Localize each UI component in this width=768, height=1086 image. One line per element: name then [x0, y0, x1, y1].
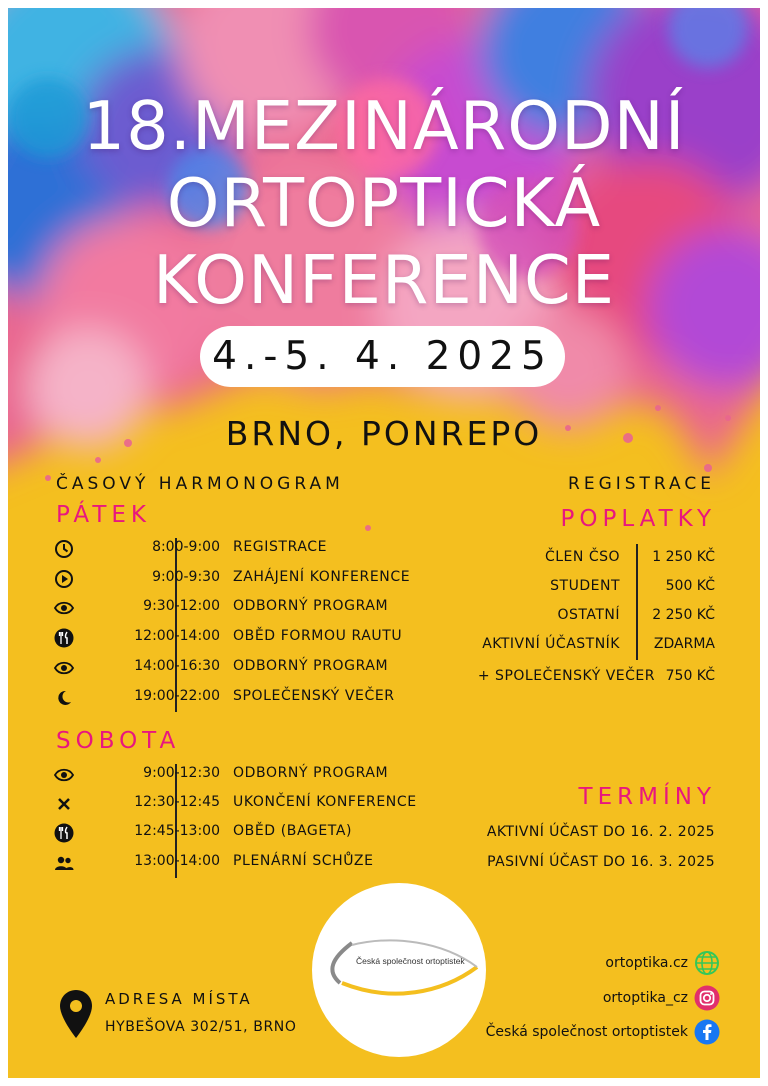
- schedule-time: 12:00-14:00: [134, 628, 220, 644]
- friday-label: PÁTEK: [56, 502, 152, 528]
- cutlery-icon: [54, 823, 74, 843]
- schedule-event: UKONČENÍ KONFERENCE: [233, 794, 417, 810]
- fee-row: [420, 607, 620, 633]
- logo-text: Česká společnost ortoptistek: [356, 956, 465, 966]
- title-line-1: 18.MEZINÁRODNÍ: [82, 87, 686, 165]
- map-pin-icon: [60, 990, 92, 1038]
- schedule-time: 12:45-13:00: [134, 823, 220, 839]
- schedule-time: 12:30-12:45: [134, 794, 220, 810]
- facebook-icon[interactable]: [694, 1019, 720, 1045]
- fee-label: STUDENT: [550, 578, 620, 594]
- play-icon: [54, 569, 74, 589]
- schedule-time: 8:00-9:00: [152, 539, 220, 555]
- schedule-row: [54, 818, 394, 848]
- eye-icon: [54, 598, 74, 618]
- schedule-row: [54, 760, 394, 790]
- title-line-3: KONFERENCE: [152, 241, 616, 319]
- fee-label: AKTIVNÍ ÚČASTNÍK: [482, 636, 620, 652]
- deadlines-heading: TERMÍNY: [578, 784, 716, 810]
- fee-extra-row: [395, 668, 655, 694]
- fee-label: OSTATNÍ: [557, 607, 620, 623]
- schedule-row: [54, 623, 403, 653]
- schedule-row: [54, 534, 394, 564]
- schedule-event: ODBORNÝ PROGRAM: [233, 598, 389, 614]
- schedule-row: [54, 848, 394, 878]
- schedule-event: REGISTRACE: [233, 539, 328, 555]
- fee-price: 500 KČ: [665, 578, 715, 594]
- cutlery-icon: [54, 628, 74, 648]
- eye-icon: [54, 658, 74, 678]
- schedule-event: ODBORNÝ PROGRAM: [233, 765, 389, 781]
- schedule-event: OBĚD (BAGETA): [233, 823, 353, 839]
- schedule-row: [54, 593, 394, 623]
- schedule-event: PLENÁRNÍ SCHŮZE: [233, 853, 374, 869]
- schedule-time: 13:00-14:00: [134, 853, 220, 869]
- fee-extra-label: + SPOLEČENSKÝ VEČER: [477, 668, 655, 684]
- deadline-item: PASIVNÍ ÚČAST DO 16. 3. 2025: [487, 854, 715, 870]
- schedule-time: 14:00-16:30: [134, 658, 220, 674]
- fees-label: POPLATKY: [560, 506, 716, 532]
- schedule-event: ZAHÁJENÍ KONFERENCE: [233, 569, 411, 585]
- schedule-time: 19:00-22:00: [134, 688, 220, 704]
- eye-icon: [54, 765, 74, 785]
- instagram-link[interactable]: ortoptika_cz: [602, 990, 688, 1006]
- schedule-event: SPOLEČENSKÝ VEČER: [233, 688, 395, 704]
- schedule-row: [54, 653, 394, 683]
- moon-icon: [54, 688, 74, 708]
- close-icon: [54, 794, 74, 814]
- clock-icon: [54, 539, 74, 559]
- date-pill: 4.-5. 4. 2025: [200, 326, 565, 387]
- fee-label: ČLEN ČSO: [544, 549, 620, 565]
- schedule-time: 9:00-12:30: [143, 765, 220, 781]
- fee-price: ZDARMA: [653, 636, 715, 652]
- poster: [8, 8, 760, 1078]
- venue: BRNO, PONREPO: [225, 414, 543, 453]
- fee-price: 1 250 KČ: [652, 549, 715, 565]
- schedule-row: [54, 789, 417, 819]
- saturday-label: SOBOTA: [56, 728, 181, 754]
- fees-divider: [636, 544, 638, 660]
- title-line-2: ORTOPTICKÁ: [166, 164, 602, 242]
- schedule-time: 9:00-9:30: [152, 569, 220, 585]
- instagram-icon[interactable]: [694, 985, 720, 1011]
- globe-icon[interactable]: [694, 950, 720, 976]
- registration-heading: REGISTRACE: [568, 474, 715, 494]
- address-heading: ADRESA MÍSTA: [105, 990, 253, 1008]
- schedule-time: 9:30-12:00: [143, 598, 220, 614]
- schedule-row: [54, 683, 394, 713]
- schedule-event: ODBORNÝ PROGRAM: [233, 658, 389, 674]
- logo: [312, 883, 486, 1057]
- fee-row: [420, 578, 620, 604]
- people-icon: [54, 853, 74, 873]
- fee-row: [420, 549, 620, 575]
- fee-extra-price: 750 KČ: [665, 668, 715, 684]
- logo-eye-icon: [312, 883, 486, 1057]
- schedule-event: OBĚD FORMOU RAUTU: [233, 628, 403, 644]
- deadline-item: AKTIVNÍ ÚČAST DO 16. 2. 2025: [486, 824, 715, 840]
- website-link[interactable]: ortoptika.cz: [605, 955, 688, 971]
- schedule-row: [54, 564, 411, 594]
- schedule-heading: ČASOVÝ HARMONOGRAM: [56, 474, 344, 494]
- facebook-link[interactable]: Česká společnost ortoptistek: [485, 1024, 688, 1040]
- fee-price: 2 250 KČ: [652, 607, 715, 623]
- fee-row: [420, 636, 620, 662]
- address-text: HYBEŠOVA 302/51, BRNO: [105, 1019, 297, 1035]
